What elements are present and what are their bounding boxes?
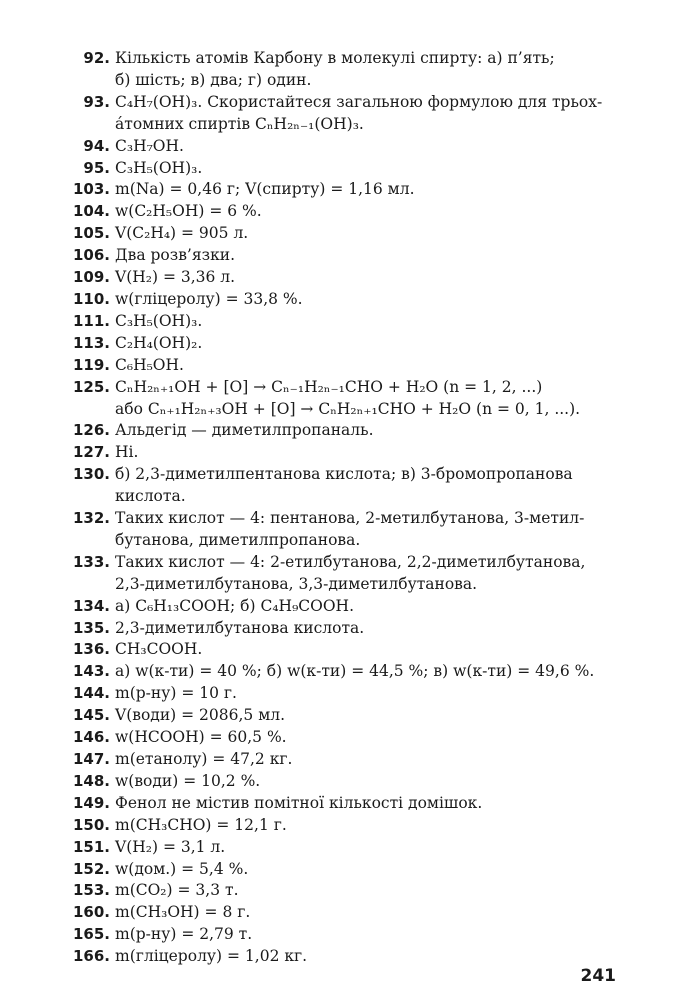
answer-line: Альдегід — диметилпропаналь. [115,421,374,440]
answer-number: 151. [72,837,110,856]
answer-text [115,771,618,793]
answer-line: а́томних спиртів CₙH₂ₙ₋₁(OH)₃. [115,114,364,133]
answer-item [72,902,618,924]
answer-line: C₄H₇(OH)₃. Скористайтеся загальною формулою для трьох- [115,92,603,111]
answer-line: C₃H₇OH. [115,136,184,155]
answer-text [115,508,618,552]
answer-text [115,837,618,859]
answer-number: 127. [72,443,110,462]
answer-text [115,749,618,771]
answer-text [115,683,618,705]
answer-text [115,552,618,596]
answer-item [72,267,618,289]
answer-item [72,48,618,92]
answer-item [72,552,618,596]
answer-item [72,661,618,683]
answer-number: 148. [72,771,110,790]
answer-text [115,442,618,464]
answer-number: 94. [83,136,110,155]
answer-item [72,837,618,859]
answer-number: 146. [72,728,110,747]
answer-line: m(CH₃OH) = 8 г. [115,903,251,922]
answer-text [115,333,618,355]
answer-item [72,618,618,640]
answer-text [115,136,618,158]
answer-number: 105. [72,224,110,243]
answer-line: m(Na) = 0,46 г; V(спирту) = 1,16 мл. [115,180,415,199]
answer-text [115,880,618,902]
answer-line: m(р-ну) = 10 г. [115,684,237,703]
answer-line: або Cₙ₊₁H₂ₙ₊₃OH + [O] → CₙH₂ₙ₊₁CHO + H₂O (n = 0, 1, ...). [115,399,581,418]
answer-item [72,639,618,661]
answer-number: 160. [72,903,110,922]
answer-line: 2,3-диметилбутанова кислота. [115,618,365,637]
answer-number: 153. [72,881,110,900]
answer-number: 119. [72,355,110,374]
answer-line: CₙH₂ₙ₊₁OH + [O] → Cₙ₋₁H₂ₙ₋₁CHO + H₂O (n = 1, 2, ...) [115,377,543,396]
answer-line: Ні. [115,443,139,462]
answer-number: 95. [83,158,110,177]
answer-number: 166. [72,947,110,966]
answer-line: m(гліцеролу) = 1,02 кг. [115,947,308,966]
answer-line: w(HCOOH) = 60,5 %. [115,728,287,747]
answer-line: бутанова, диметилпропанова. [115,530,361,549]
answer-line: V(H₂) = 3,1 л. [115,837,226,856]
answer-number: 143. [72,662,110,681]
answer-item [72,705,618,727]
answer-text [115,705,618,727]
answer-line: Таких кислот — 4: 2-етилбутанова, 2,2-диметилбутанова, [115,552,586,571]
answer-text [115,596,618,618]
answer-number: 130. [72,465,110,484]
answer-text [115,727,618,749]
answer-line: m(р-ну) = 2,79 т. [115,925,253,944]
answer-number: 126. [72,421,110,440]
answer-item [72,311,618,333]
answer-text [115,618,618,640]
answer-text [115,420,618,442]
answer-text [115,661,618,683]
answer-line: m(CO₂) = 3,3 т. [115,881,239,900]
answer-line: w(води) = 10,2 %. [115,771,261,790]
answer-item [72,727,618,749]
answer-item [72,223,618,245]
answer-number: 106. [72,246,110,265]
answer-number: 150. [72,815,110,834]
answer-item [72,880,618,902]
answer-item [72,355,618,377]
answer-item [72,683,618,705]
answer-number: 135. [72,618,110,637]
answer-item [72,508,618,552]
answer-text [115,48,618,92]
answer-item [72,924,618,946]
answer-line: C₆H₅OH. [115,355,184,374]
answer-item [72,464,618,508]
answer-line: C₃H₅(OH)₃. [115,158,203,177]
answer-text [115,267,618,289]
answer-number: 110. [72,289,110,308]
answer-line: w(дом.) = 5,4 %. [115,859,249,878]
answer-number: 104. [72,202,110,221]
answer-number: 111. [72,311,110,330]
answer-item [72,771,618,793]
answer-text [115,311,618,333]
answer-item [72,420,618,442]
answer-text [115,859,618,881]
answer-item [72,815,618,837]
answer-text [115,464,618,508]
answer-item [72,377,618,421]
answer-number: 133. [72,552,110,571]
answer-text [115,946,618,968]
answer-number: 144. [72,684,110,703]
answer-text [115,377,618,421]
answer-number: 103. [72,180,110,199]
answer-number: 145. [72,706,110,725]
answer-text [115,793,618,815]
answer-item [72,749,618,771]
answer-line: V(H₂) = 3,36 л. [115,268,236,287]
answer-line: V(C₂H₄) = 905 л. [115,224,249,243]
answer-text [115,179,618,201]
answer-text [115,201,618,223]
answer-item [72,201,618,223]
answer-text [115,158,618,180]
answer-line: C₂H₄(OH)₂. [115,333,203,352]
answer-text [115,924,618,946]
answer-item [72,92,618,136]
answer-item [72,793,618,815]
answer-number: 132. [72,509,110,528]
answer-line: Два розв’язки. [115,246,236,265]
answer-number: 165. [72,925,110,944]
answer-number: 109. [72,268,110,287]
answer-line: а) w(к-ти) = 40 %; б) w(к-ти) = 44,5 %; в) w(к-ти) = 49,6 %. [115,662,595,681]
answer-item [72,179,618,201]
answer-item [72,596,618,618]
answer-text [115,92,618,136]
answer-line: б) 2,3-диметилпентанова кислота; в) 3-бромопропанова [115,465,573,484]
answer-item [72,158,618,180]
answer-line: Фенол не містив помітної кількості домішок. [115,793,483,812]
answer-line: кислота. [115,487,186,506]
answer-number: 93. [83,92,110,111]
answer-number: 136. [72,640,110,659]
answer-item [72,136,618,158]
answer-text [115,223,618,245]
answer-line: V(води) = 2086,5 мл. [115,706,286,725]
answer-item [72,946,618,968]
answer-number: 125. [72,377,110,396]
answer-line: Таких кислот — 4: пентанова, 2-метилбутанова, 3-метил- [115,509,585,528]
answer-line: C₃H₅(OH)₃. [115,311,203,330]
answer-item [72,245,618,267]
answer-line: CH₃COOH. [115,640,203,659]
answer-text [115,355,618,377]
answer-line: а) C₆H₁₃COOH; б) C₄H₉COOH. [115,596,355,615]
answer-line: m(CH₃CHO) = 12,1 г. [115,815,287,834]
answer-line: б) шість; в) два; г) один. [115,70,312,89]
answer-item [72,289,618,311]
answer-number: 147. [72,750,110,768]
answer-text [115,245,618,267]
answer-item [72,333,618,355]
answer-line: 2,3-диметилбутанова, 3,3-диметилбутанова. [115,574,478,593]
answer-number: 134. [72,596,110,615]
answer-line: Кількість атомів Карбону в молекулі спирту: а) п’ять; [115,49,555,67]
answer-text [115,902,618,924]
answer-text [115,289,618,311]
answer-line: w(гліцеролу) = 33,8 %. [115,289,303,308]
answer-text [115,639,618,661]
answer-item [72,859,618,881]
answer-number: 152. [72,859,110,878]
answer-line: m(етанолу) = 47,2 кг. [115,750,293,768]
answers-list [72,48,618,968]
answer-text [115,815,618,837]
answer-number: 149. [72,793,110,812]
answer-item [72,442,618,464]
page-number: 241 [580,966,616,986]
answer-number: 113. [72,333,110,352]
answer-number: 92. [83,49,110,67]
answer-line: w(C₂H₅OH) = 6 %. [115,202,262,221]
